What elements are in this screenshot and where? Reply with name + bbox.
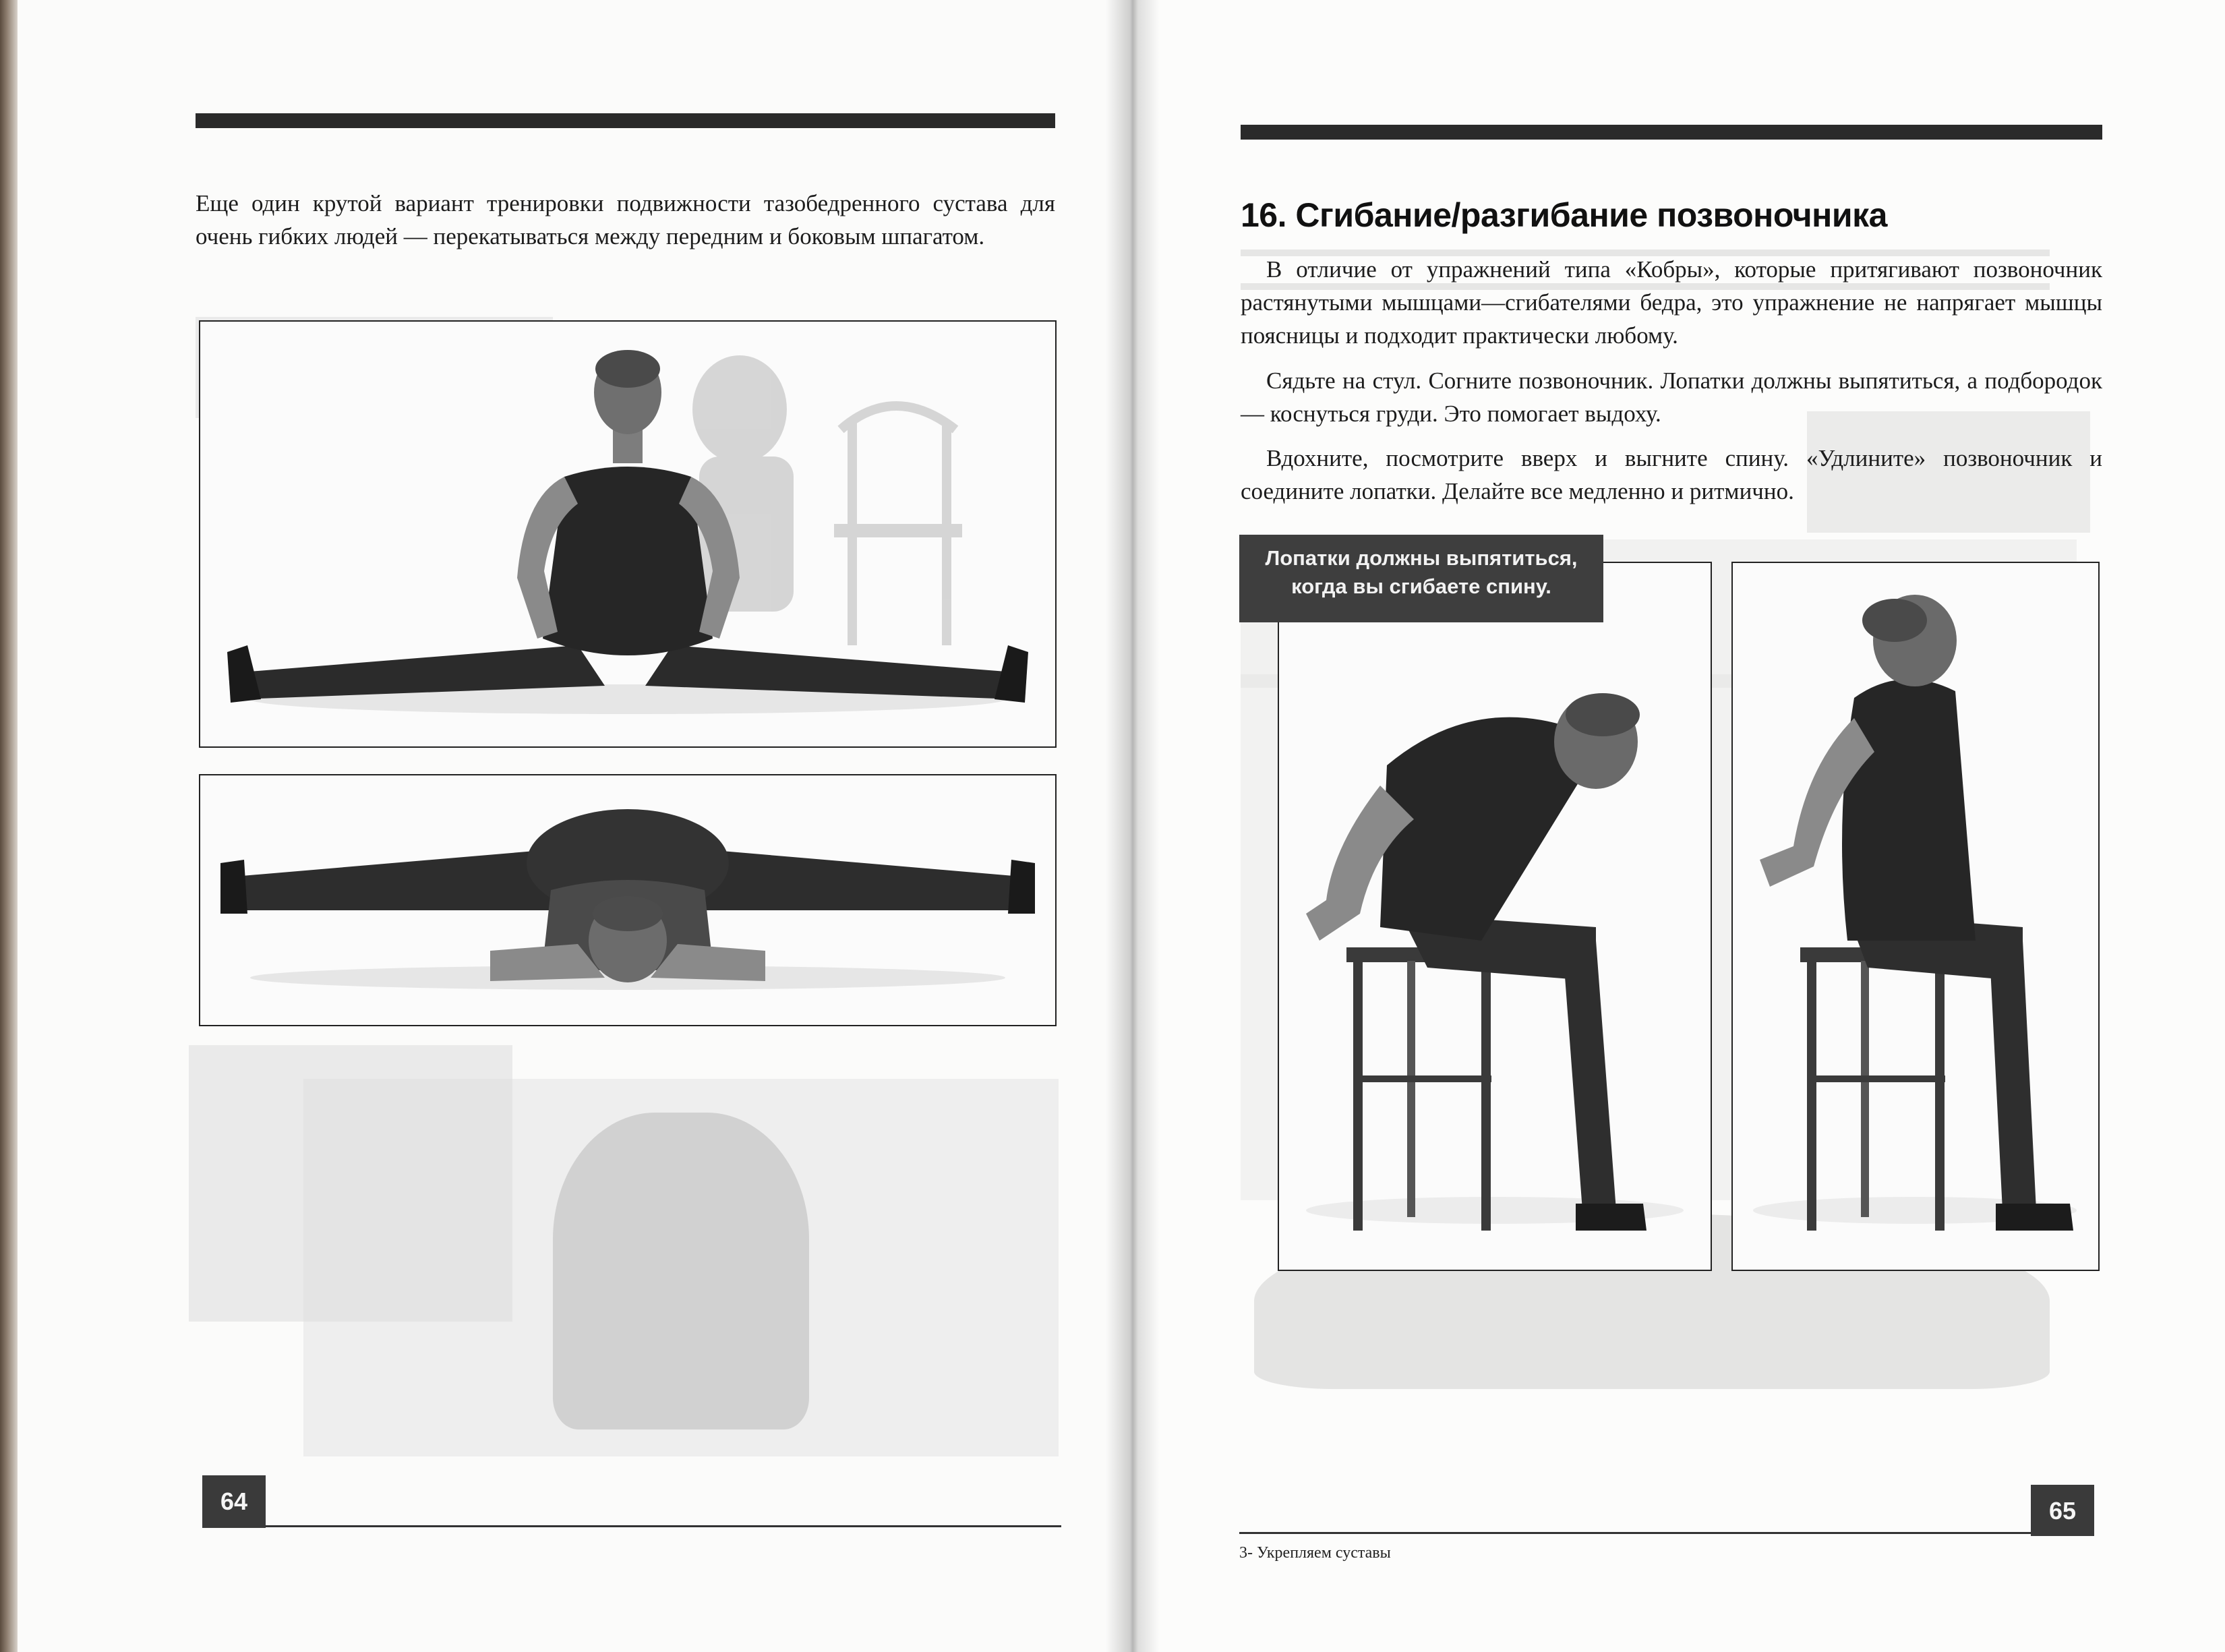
paragraph-3: Вдохните, посмотрите вверх и выгните спину. «Удлините» позвоночник и соедините лопатки. Делайте все медленно и ритмично. — [1241, 445, 2102, 504]
footer-section-title: 3- Укрепляем суставы — [1239, 1544, 1391, 1562]
show-through-figure — [553, 1113, 809, 1429]
paragraph-2: Сядьте на стул. Согните позвоночник. Лопатки должны выпятиться, а подбородок — коснуться груди. Это помогает выдоху. — [1241, 367, 2102, 427]
front-split-illustration — [200, 322, 1055, 746]
book-edge — [0, 0, 18, 1652]
spine-extension-illustration — [1733, 563, 2098, 1270]
spine-flexion-illustration — [1279, 563, 1711, 1270]
photo-front-split — [199, 320, 1057, 748]
page-number-right: 65 — [2031, 1485, 2094, 1536]
bottom-rule — [1239, 1532, 2031, 1534]
photo-side-split — [199, 774, 1057, 1026]
right-page — [1133, 0, 2225, 1652]
bottom-rule — [266, 1525, 1061, 1527]
photo-spine-flexion — [1278, 562, 1712, 1271]
top-rule — [196, 113, 1055, 128]
paragraph-1: В отличие от упражнений типа «Кобры», которые притягивают позвоночник растянутыми мышцами—сгибателями бедра, это упражнение не напрягает мышцы поясницы и подходит практически любому. — [1241, 256, 2102, 349]
book-gutter — [1106, 0, 1160, 1652]
photo-spine-extension — [1731, 562, 2100, 1271]
page-number-left: 64 — [202, 1475, 266, 1528]
callout-box: Лопатки должны выпятиться, когда вы сгибаете спину. — [1239, 535, 1603, 622]
intro-text: Еще один крутой вариант тренировки подвижности тазобедренного сустава для очень гибких людей — перекатываться между передним и боковым шпагатом. — [196, 190, 1055, 249]
side-split-illustration — [200, 775, 1055, 1025]
top-rule — [1241, 125, 2102, 140]
section-heading: 16. Сгибание/разгибание позвоночника — [1241, 196, 1887, 234]
